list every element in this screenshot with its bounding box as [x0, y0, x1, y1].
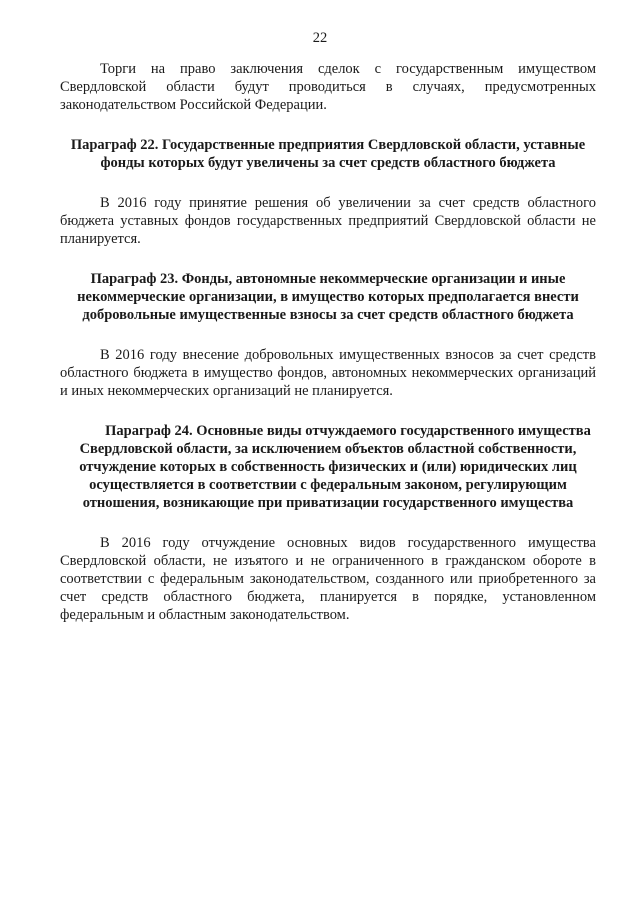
page-number: 22 — [312, 30, 328, 46]
section-23-body: В 2016 году внесение добровольных имущественных взносов за счет средств областного бюджета в имущество фондов, автономных некоммерческих организаций и иных некоммерческих организаций не планируется. — [60, 347, 596, 399]
section-24-heading: Параграф 24. Основные виды отчуждаемого государственного имущества Свердловской области, за исключением объектов областной собственности, отчуждение которых в собственность физических и (или) юридических лиц осуществляется в соответствии с федеральным законом, регулирующим отношения, возникающие при приватизации государственного имущества — [79, 423, 591, 511]
document-body — [60, 60, 596, 624]
section-23-heading: Параграф 23. Фонды, автономные некоммерческие организации и иные некоммерческие организации, в имущество которых предполагается внести добровольные имущественные взносы за счет средств областного бюджета — [77, 271, 579, 323]
section-22-body: В 2016 году принятие решения об увеличении за счет средств областного бюджета уставных фондов государственных предприятий Свердловской области не планируется. — [60, 195, 596, 247]
section-24-body: В 2016 году отчуждение основных видов государственного имущества Свердловской области, не изъятого и не ограниченного в гражданском обороте в соответствии с федеральным законодательством, созданного или приобретенного за счет средств областного бюджета, планируется в порядке, установленном федеральным и областным законодательством. — [60, 535, 596, 623]
section-22-heading: Параграф 22. Государственные предприятия Свердловской области, уставные фонды которых будут увеличены за счет средств областного бюджета — [70, 137, 586, 171]
intro-paragraph: Торги на право заключения сделок с государственным имуществом Свердловской области будут проводиться в случаях, предусмотренных законодательством Российской Федерации. — [60, 61, 596, 113]
